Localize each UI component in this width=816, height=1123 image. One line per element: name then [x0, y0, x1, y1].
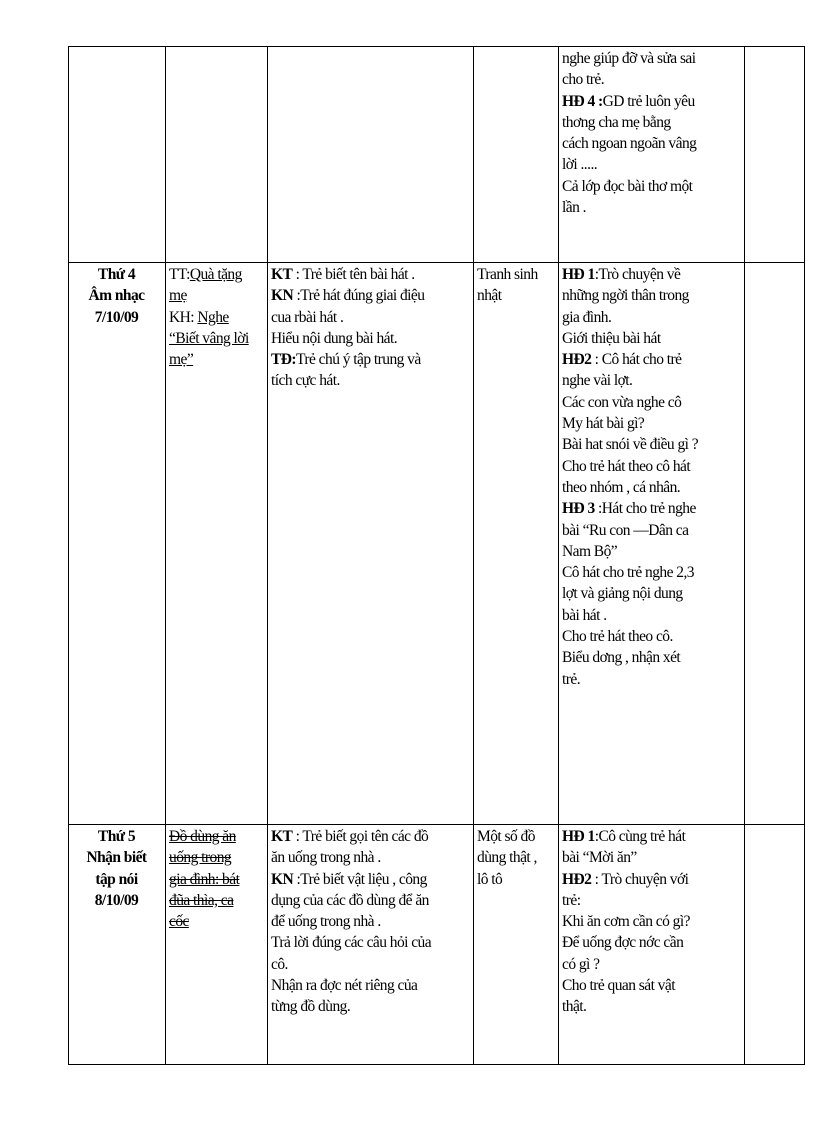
goal-text: :Trẻ biết vật liệu , công — [293, 870, 427, 888]
goals-cell — [268, 47, 474, 263]
activity-text: Khi ăn cơm cần có gì? — [562, 913, 690, 931]
topic-underlined: đũa thìa, ca — [169, 891, 234, 909]
activity-text: Nam Bộ” — [562, 542, 618, 560]
topic-underlined: “Biết vâng lời — [169, 329, 249, 347]
activity-text: bài hát . — [562, 606, 607, 624]
activity-label: HĐ 1 — [562, 266, 595, 283]
activity-text: cho trẻ. — [562, 71, 605, 89]
topic-underlined: cốc — [169, 913, 189, 931]
activity-line — [562, 954, 740, 975]
activity-text: Cô hát cho trẻ nghe 2,3 — [562, 564, 694, 582]
goal-text: :Trẻ hát đúng giai điệu — [293, 287, 425, 305]
activity-text: : Trò chuyện với — [591, 870, 689, 888]
table-row — [69, 825, 805, 1065]
topic-cell — [166, 825, 268, 1065]
activity-line — [562, 669, 740, 690]
activity-text: trẻ: — [562, 891, 581, 909]
activity-text: :Cô cùng trẻ hát — [594, 828, 686, 845]
topic-line — [169, 911, 263, 932]
goal-line — [271, 307, 469, 328]
activity-line — [562, 91, 740, 112]
day-line: Thứ 5 — [97, 828, 136, 845]
activity-text: :Hát cho trẻ nghe — [594, 500, 696, 518]
activity-line — [562, 370, 740, 391]
table-row — [69, 47, 805, 263]
activity-text: Giới thiệu bài hát — [562, 329, 661, 347]
notes-cell — [745, 47, 805, 263]
topic-underlined: mẹ” — [169, 351, 194, 369]
topic-line — [169, 869, 263, 890]
activity-text: GD trẻ luôn yêu — [602, 92, 695, 110]
activity-text: thật. — [562, 998, 587, 1016]
activity-text: Để uống đợc nớc cần — [562, 934, 684, 952]
goals-cell — [268, 825, 474, 1065]
table-row — [69, 263, 805, 825]
day-line: 8/10/09 — [94, 891, 139, 909]
activity-text: :Trò chuyện về — [594, 266, 681, 283]
activity-line — [562, 932, 740, 953]
goal-line — [271, 264, 469, 285]
activity-line — [562, 541, 740, 562]
activity-line — [562, 583, 740, 604]
goal-line — [271, 869, 469, 890]
topic-prefix: KH: — [169, 308, 198, 326]
activity-text: theo nhóm , cá nhân. — [562, 478, 681, 496]
topic-line — [169, 847, 263, 868]
activity-line — [562, 285, 740, 306]
activity-text: My hát bài gì? — [562, 415, 645, 433]
goal-line — [271, 996, 469, 1017]
lesson-plan-table — [68, 46, 805, 1065]
goal-line — [271, 285, 469, 306]
activity-text: thơng cha mẹ bằng — [562, 113, 671, 131]
goal-line — [271, 890, 469, 911]
activity-line — [562, 847, 740, 868]
activity-line — [562, 869, 740, 890]
topic-line — [169, 349, 263, 370]
day-line: Âm nhạc — [88, 287, 145, 305]
activity-text: Biểu dơng , nhận xét — [562, 649, 681, 667]
activity-text: nghe giúp đỡ và sửa sai — [562, 50, 696, 67]
activity-line — [562, 413, 740, 434]
goal-line — [271, 328, 469, 349]
goal-text: để uống trong nhà . — [271, 913, 381, 931]
day-line: Thứ 4 — [97, 266, 136, 283]
goal-text: : Trẻ biết tên bài hát . — [292, 266, 415, 283]
activity-line — [562, 434, 740, 455]
goal-line — [271, 847, 469, 868]
activity-line — [562, 605, 740, 626]
activity-line — [562, 307, 740, 328]
topic-line — [169, 307, 263, 328]
activities-cell — [559, 825, 745, 1065]
activity-line — [562, 826, 740, 847]
materials-cell — [474, 825, 559, 1065]
material-line: nhật — [477, 287, 502, 305]
activity-line — [562, 133, 740, 154]
material-line: lô tô — [477, 870, 503, 888]
notes-cell — [745, 263, 805, 825]
materials-cell — [474, 47, 559, 263]
topic-line — [169, 285, 263, 306]
activity-line — [562, 562, 740, 583]
goal-text: tích cực hát. — [271, 372, 340, 390]
activity-text: lần . — [562, 199, 586, 217]
topic-cell — [166, 263, 268, 825]
day-cell — [69, 263, 166, 825]
topic-line — [169, 328, 263, 349]
goal-text: cô. — [271, 955, 288, 973]
goal-text: từng đồ dùng. — [271, 998, 351, 1016]
activity-text: Cho trẻ hát theo cô hát — [562, 457, 691, 475]
activity-text: Cho trẻ quan sát vật — [562, 977, 675, 995]
day-line: Nhận biết — [86, 849, 147, 867]
activity-text: Các con vừa nghe cô — [562, 393, 682, 411]
activity-line — [562, 176, 740, 197]
activity-text: những ngời thân trong — [562, 287, 689, 305]
goal-text: Hiểu nội dung bài hát. — [271, 329, 398, 347]
notes-cell — [745, 825, 805, 1065]
activity-text: Bài hat snói về điều gì ? — [562, 436, 699, 454]
activity-line — [562, 349, 740, 370]
topic-line — [169, 890, 263, 911]
activity-line — [562, 890, 740, 911]
activities-cell — [559, 47, 745, 263]
goal-text: dụng của các đồ dùng để ăn — [271, 891, 429, 909]
activity-line — [562, 392, 740, 413]
goal-label: KT — [271, 266, 293, 283]
activity-line — [562, 48, 740, 69]
activities-cell — [559, 263, 745, 825]
goal-line — [271, 349, 469, 370]
topic-underlined: Đồ dùng ăn — [169, 828, 236, 845]
goal-label: KN — [271, 870, 294, 888]
activity-line — [562, 264, 740, 285]
topic-underlined: Quà tặng — [189, 266, 242, 283]
activity-line — [562, 626, 740, 647]
topic-underlined: gia đình: bát — [169, 870, 240, 888]
topic-prefix: TT: — [169, 266, 190, 283]
activity-text: trẻ. — [562, 670, 581, 688]
goal-text: : Trẻ biết gọi tên các đồ — [292, 828, 429, 845]
activity-label: HĐ 3 — [562, 500, 595, 518]
topic-cell — [166, 47, 268, 263]
goal-text: Trẻ chú ý tập trung và — [296, 351, 421, 369]
activity-label: HĐ2 — [562, 351, 592, 369]
activity-text: gia đình. — [562, 308, 612, 326]
materials-cell — [474, 263, 559, 825]
activity-line — [562, 112, 740, 133]
activity-label: HĐ 1 — [562, 828, 595, 845]
material-line: dùng thật , — [477, 849, 537, 867]
goal-label: KN — [271, 287, 294, 305]
topic-underlined: uống trong — [169, 849, 232, 867]
goal-label: TĐ: — [271, 351, 297, 369]
goal-text: Nhận ra đợc nét riêng của — [271, 977, 418, 995]
day-line: tập nói — [95, 870, 138, 888]
day-cell — [69, 825, 166, 1065]
goal-line — [271, 370, 469, 391]
goal-line — [271, 911, 469, 932]
activity-line — [562, 647, 740, 668]
material-line: Một số đồ — [477, 828, 535, 845]
day-line: 7/10/09 — [94, 308, 139, 326]
activity-text: bài “Mời ăn” — [562, 849, 637, 867]
activity-line — [562, 996, 740, 1017]
activity-line — [562, 911, 740, 932]
activity-text: Cả lớp đọc bài thơ một — [562, 177, 693, 195]
goal-line — [271, 954, 469, 975]
activity-text: lời ..... — [562, 156, 598, 174]
goal-line — [271, 975, 469, 996]
goal-text: Trả lời đúng các câu hỏi của — [271, 934, 432, 952]
activity-line — [562, 328, 740, 349]
activity-text: Cho trẻ hát theo cô. — [562, 628, 673, 646]
goal-line — [271, 826, 469, 847]
activity-label: HĐ2 — [562, 870, 592, 888]
activity-line — [562, 69, 740, 90]
topic-underlined: Nghe — [197, 308, 229, 326]
topic-line — [169, 826, 263, 847]
goal-text: ăn uống trong nhà . — [271, 849, 381, 867]
material-line: Tranh sinh — [477, 266, 538, 283]
activity-line — [562, 154, 740, 175]
activity-line — [562, 498, 740, 519]
goal-label: KT — [271, 828, 293, 845]
activity-label: HĐ 4 : — [562, 92, 603, 110]
activity-line — [562, 197, 740, 218]
activity-line — [562, 477, 740, 498]
goal-text: cua rbài hát . — [271, 308, 344, 326]
topic-underlined: mẹ — [169, 287, 187, 305]
activity-line — [562, 456, 740, 477]
activity-line — [562, 520, 740, 541]
activity-text: lợt và giảng nội dung — [562, 585, 683, 603]
activity-text: nghe vài lợt. — [562, 372, 633, 390]
activity-text: cách ngoan ngoãn vâng — [562, 135, 697, 153]
topic-line — [169, 264, 263, 285]
goal-line — [271, 932, 469, 953]
day-cell — [69, 47, 166, 263]
activity-line — [562, 975, 740, 996]
activity-text: : Cô hát cho trẻ — [591, 351, 682, 369]
activity-text: bài “Ru con —Dân ca — [562, 521, 689, 539]
goals-cell — [268, 263, 474, 825]
activity-text: có gì ? — [562, 955, 600, 973]
